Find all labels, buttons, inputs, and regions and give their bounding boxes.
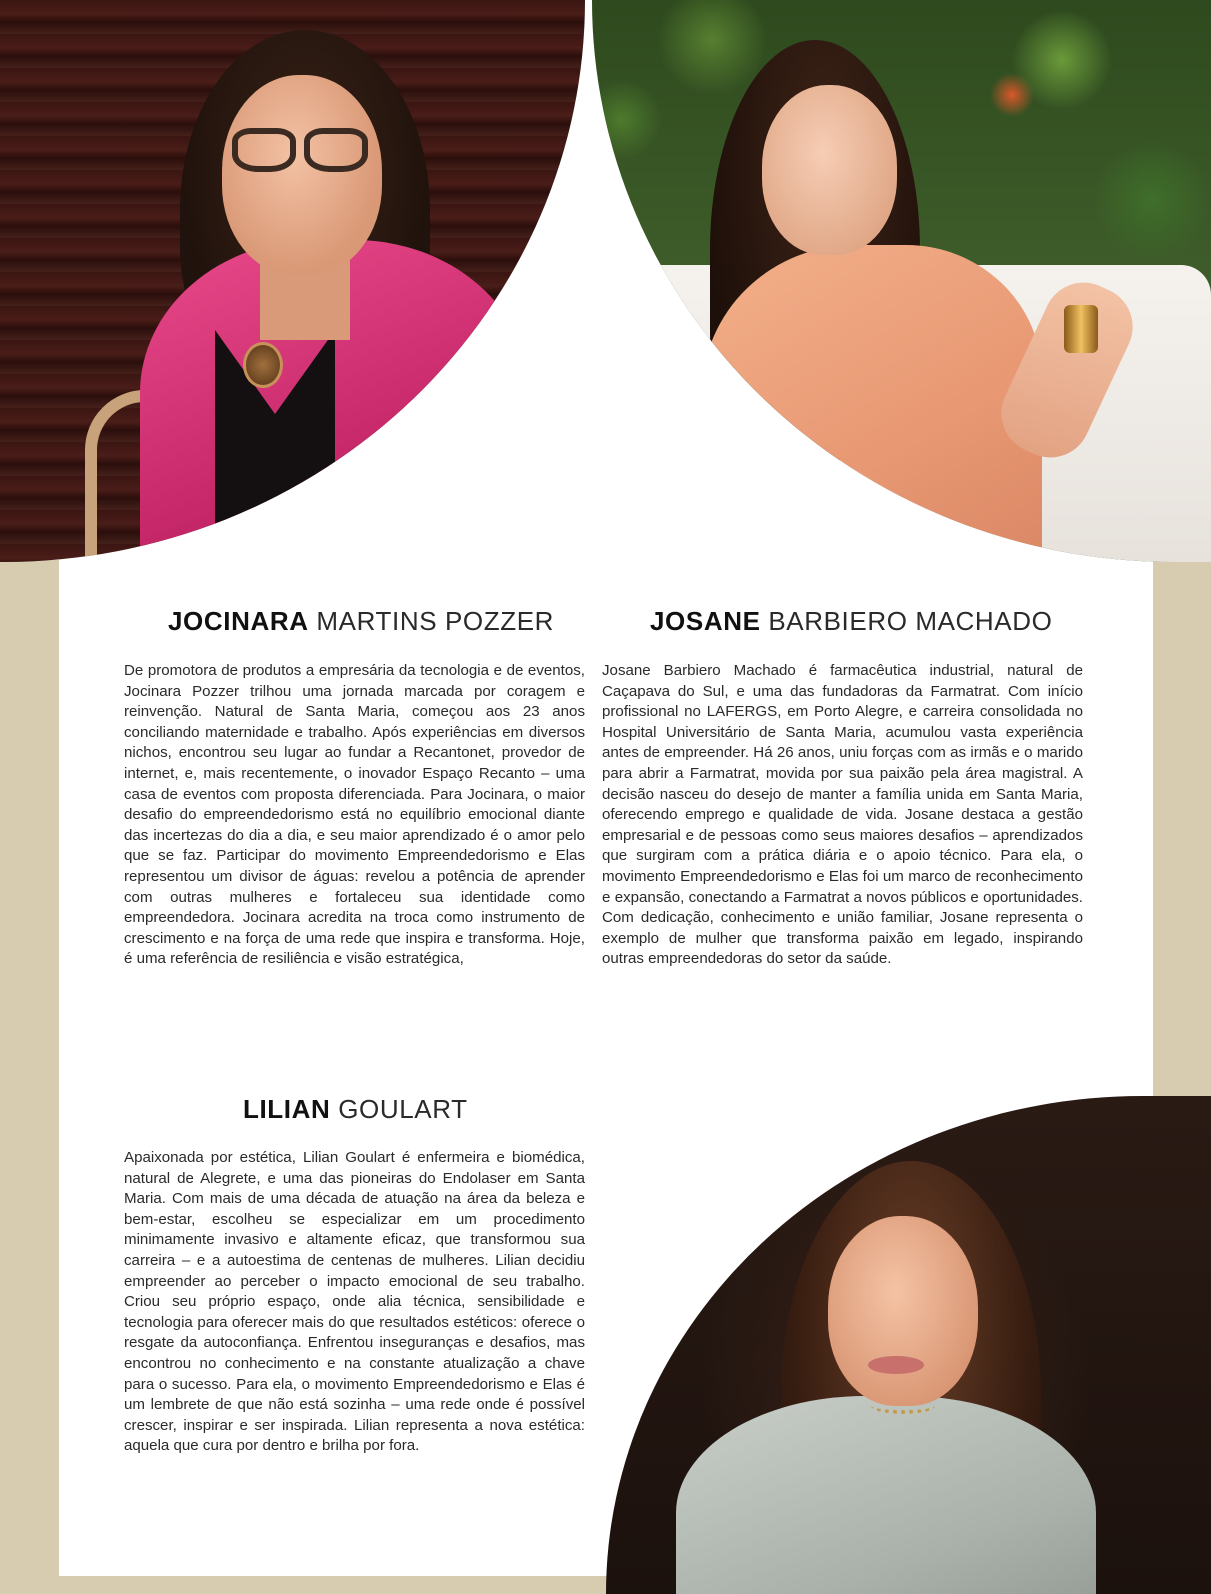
first-name: JOSANE [650,606,761,636]
last-name: MARTINS POZZER [316,606,555,636]
face-shape [222,75,382,275]
jocinara-name-heading [168,606,554,637]
first-name: JOCINARA [168,606,309,636]
lilian-name-heading [243,1094,468,1125]
josane-bio: Josane Barbiero Machado é farmacêutica industrial, natural de Caçapava do Sul, e uma das fundadoras da Farmatrat. Com início profissional no LAFERGS, em Porto Alegre, e carreira consolidada no Hospital Universitário de Santa Maria, acumulou vasta experiência antes de empreender. Há 26 anos, uniu forças com as irmãs e o marido para abrir a Farmatrat, movida por sua paixão pela área magistral. A decisão nasceu do desejo de manter a família unida em Santa Maria, oferecendo emprego e qualidade de vida. Josane destaca a gestão empresarial e de pessoas como seus maiores desafios – aprendizados que surgiram com a prática diária e o apoio técnico. Para ela, o movimento Empreendedorismo e Elas foi um marco de reconhecimento e expansão, conectando a Farmatrat a novos públicos e oportunidades. Com dedicação, conhecimento e união familiar, Josane representa o exemplo de mulher que transforma paixão em legado, inspirando outras empreendedoras do setor da saúde. [602,662,1083,968]
glasses-shape [232,128,372,174]
jocinara-portrait-photo [0,0,585,562]
face-shape [762,85,897,255]
serum-bottle-shape [1064,305,1098,353]
necklace-shape [871,1398,935,1414]
face-shape [828,1216,978,1406]
josane-name-heading [650,606,1052,637]
first-name: LILIAN [243,1094,331,1124]
peach-blouse-shape [702,245,1042,562]
josane-portrait-photo [592,0,1211,562]
lilian-bio: Apaixonada por estética, Lilian Goulart é enfermeira e biomédica, natural de Alegrete, e uma das pioneiras do Endolaser em Santa Maria. Com mais de uma década de atuação na área da beleza e bem-estar, escolheu se especializar em um procedimento minimamente invasivo e altamente eficaz, que transformou sua carreira – e a autoestima de centenas de mulheres. Lilian decidiu empreender ao perceber o impacto emocional de seu trabalho. Criou seu próprio espaço, onde alia técnica, sensibilidade e tecnologia para oferecer mais do que resultados estéticos: oferece o resgate da autoconfiança. Enfrentou inseguranças e desafios, mas encontrou no conhecimento e na constante atualização a chave para o sucesso. Para ela, o movimento Empreendedorismo e Elas é um lembrete de que não está sozinha – uma rede onde é possível crescer, inspirar e ser inspirada. Lilian representa a nova estética: aquela que cura por dentro e brilha por fora. [124,1149,585,1455]
pendant-shape [243,342,283,388]
grey-blazer-shape [676,1396,1096,1594]
last-name: GOULART [338,1094,468,1124]
lips-shape [868,1356,924,1374]
jocinara-bio: De promotora de produtos a empresária da tecnologia e de eventos, Jocinara Pozzer trilhou uma jornada marcada por coragem e reinvenção. Natural de Santa Maria, começou aos 23 anos conciliando maternidade e trabalho. Após experiências em diversos nichos, encontrou seu lugar ao fundar a Recantonet, provedor de internet, e, mais recentemente, o inovador Espaço Recanto – uma casa de eventos com proposta diferenciada. Para Jocinara, o maior desafio do empreendedorismo está no equilíbrio emocional diante das incertezas do dia a dia, e seu maior aprendizado é o amor pelo que se faz. Participar do movimento Empreendedorismo e Elas representou um divisor de águas: revelou a potência de aprender com outras mulheres e fortaleceu sua identidade como empreendedora. Jocinara acredita na troca como instrumento de crescimento e na força de uma rede que inspira e transforma. Hoje, é uma referência de resiliência e visão estratégica, [124,662,585,968]
last-name: BARBIERO MACHADO [768,606,1053,636]
